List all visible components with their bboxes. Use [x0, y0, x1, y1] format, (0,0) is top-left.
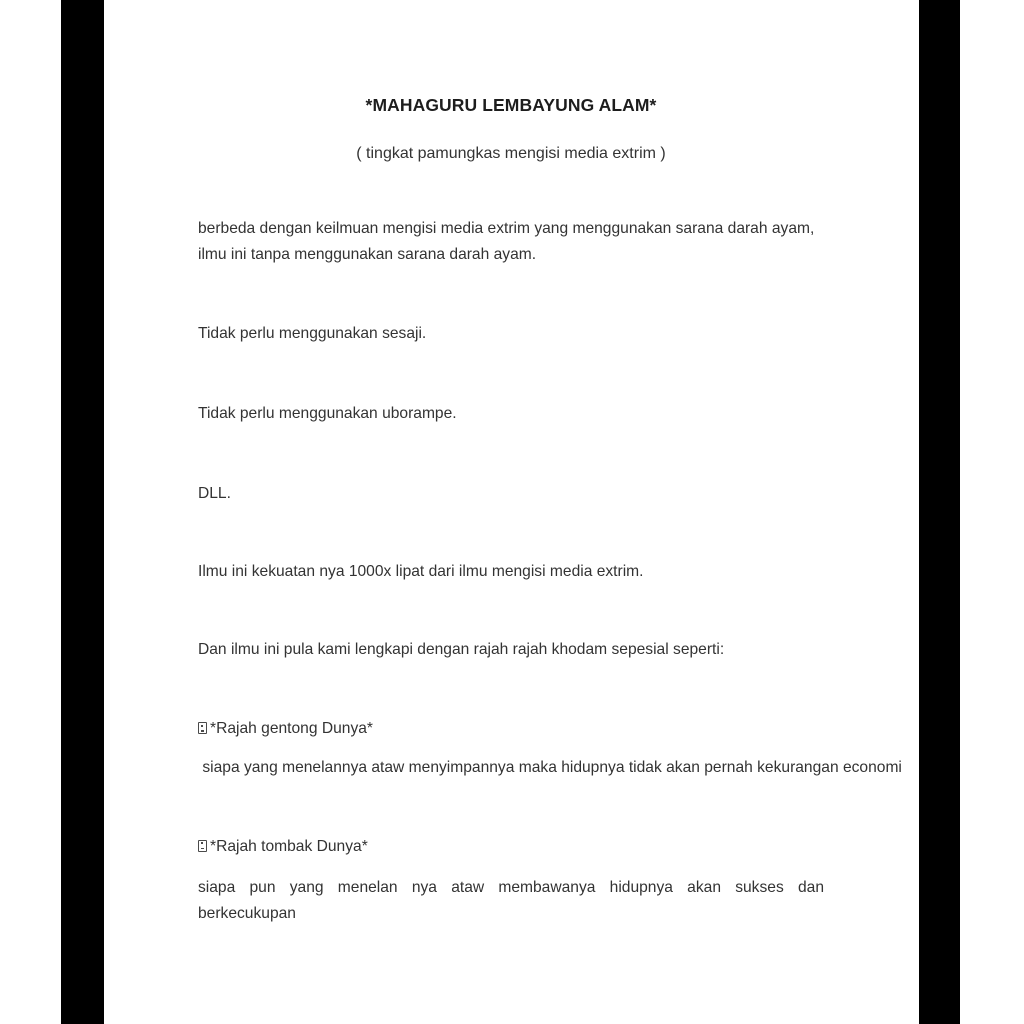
paragraph-no-sesaji: Tidak perlu menggunakan sesaji. [198, 325, 427, 343]
rajah-heading-text-2: *Rajah tombak Dunya* [210, 837, 368, 855]
document-title: *MAHAGURU LEMBAYUNG ALAM* [365, 95, 657, 115]
paragraph-no-uborampe: Tidak perlu menggunakan uborampe. [198, 404, 457, 422]
paragraph-power-multiplier: Ilmu ini kekuatan nya 1000x lipat dari ilmu mengisi media extrim. [198, 562, 644, 580]
tofu-box-icon [198, 722, 207, 734]
rajah-item-heading-2 [198, 834, 824, 861]
paragraph-dll: DLL. [198, 484, 231, 502]
document-body [198, 0, 902, 928]
rajah-item-heading-1 [198, 716, 824, 743]
paragraph-rajah-intro: Dan ilmu ini pula kami lengkapi dengan rajah rajah khodam sepesial seperti: [198, 641, 725, 659]
paragraph-intro: berbeda dengan keilmuan mengisi media extrim yang menggunakan sarana darah ayam, ilmu ini tanpa menggunakan sarana darah ayam. [198, 219, 815, 264]
tofu-box-icon [198, 840, 207, 852]
letterbox-bar-right [919, 0, 960, 1024]
rajah-item-description-1: siapa yang menelannya ataw menyimpannya maka hidupnya tidak akan pernah kekurangan economi [198, 759, 902, 777]
letterbox-bar-left [61, 0, 104, 1024]
document-subtitle: ( tingkat pamungkas mengisi media extrim ) [356, 144, 666, 162]
rajah-item-description-2: siapa pun yang menelan nya ataw membawanya hidupnya akan sukses dan berkecukupan [198, 878, 824, 923]
rajah-heading-text-1: *Rajah gentong Dunya* [210, 720, 373, 738]
